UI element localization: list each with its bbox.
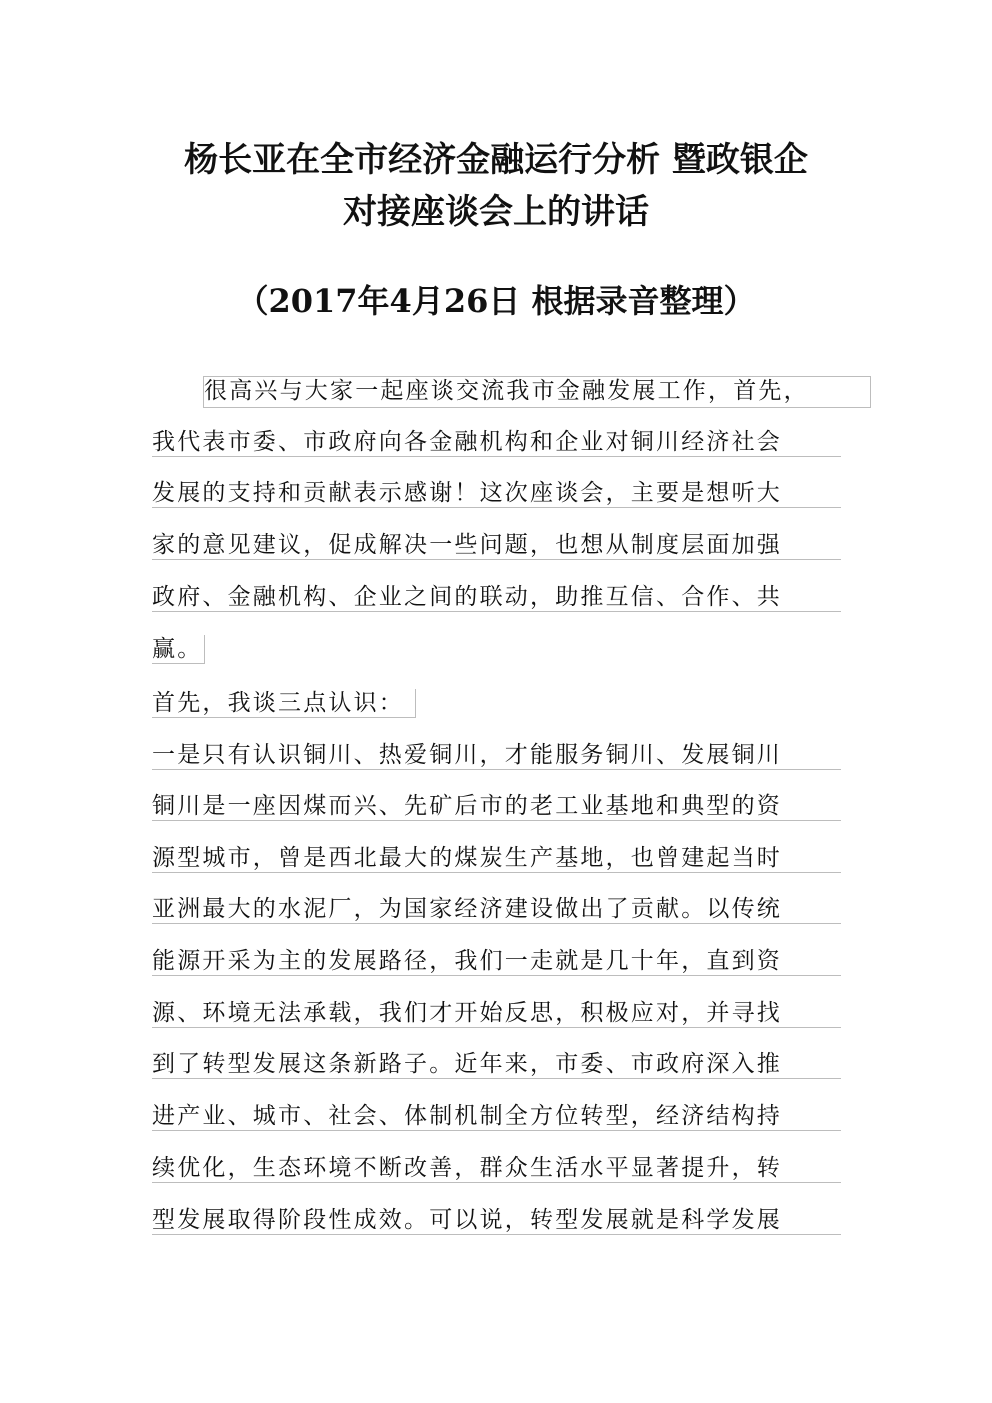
paragraph-line-2: 我代表市委、市政府向各金融机构和企业对铜川经济社会 bbox=[152, 428, 841, 457]
paragraph-line-15: 进产业、城市、社会、体制机制全方位转型，经济结构持 bbox=[152, 1102, 841, 1131]
paragraph-line-16: 续优化，生态环境不断改善，群众生活水平显著提升，转 bbox=[152, 1154, 841, 1183]
paragraph-line-6: 赢。 bbox=[152, 635, 205, 664]
paragraph-line-5: 政府、金融机构、企业之间的联动，助推互信、合作、共 bbox=[152, 583, 841, 612]
paragraph-line-12: 能源开采为主的发展路径，我们一走就是几十年，直到资 bbox=[152, 947, 841, 976]
paragraph-line-13: 源、环境无法承载，我们才开始反思，积极应对，并寻找 bbox=[152, 999, 841, 1028]
paragraph-line-9: 铜川是一座因煤而兴、先矿后市的老工业基地和典型的资 bbox=[152, 792, 841, 821]
paragraph-line-1: 很高兴与大家一起座谈交流我市金融发展工作，首先， bbox=[203, 376, 871, 408]
paragraph-line-7: 首先，我谈三点认识： bbox=[152, 689, 416, 718]
paragraph-line-11: 亚洲最大的水泥厂，为国家经济建设做出了贡献。以传统 bbox=[152, 895, 841, 924]
paragraph-line-4: 家的意见建议，促成解决一些问题，也想从制度层面加强 bbox=[152, 531, 841, 560]
document-title-line-2: 对接座谈会上的讲话 bbox=[343, 192, 649, 232]
document-title-line-1: 杨长亚在全市经济金融运行分析 暨政银企 bbox=[184, 140, 808, 180]
paragraph-line-8: 一是只有认识铜川、热爱铜川，才能服务铜川、发展铜川 bbox=[152, 741, 841, 770]
paragraph-line-17: 型发展取得阶段性成效。可以说，转型发展就是科学发展 bbox=[152, 1206, 841, 1235]
paragraph-line-14: 到了转型发展这条新路子。近年来，市委、市政府深入推 bbox=[152, 1050, 841, 1079]
paragraph-line-3: 发展的支持和贡献表示感谢！这次座谈会，主要是想听大 bbox=[152, 479, 841, 508]
document-subtitle: （2017年4月26日 根据录音整理） bbox=[236, 282, 756, 320]
paragraph-line-10: 源型城市，曾是西北最大的煤炭生产基地，也曾建起当时 bbox=[152, 844, 841, 873]
